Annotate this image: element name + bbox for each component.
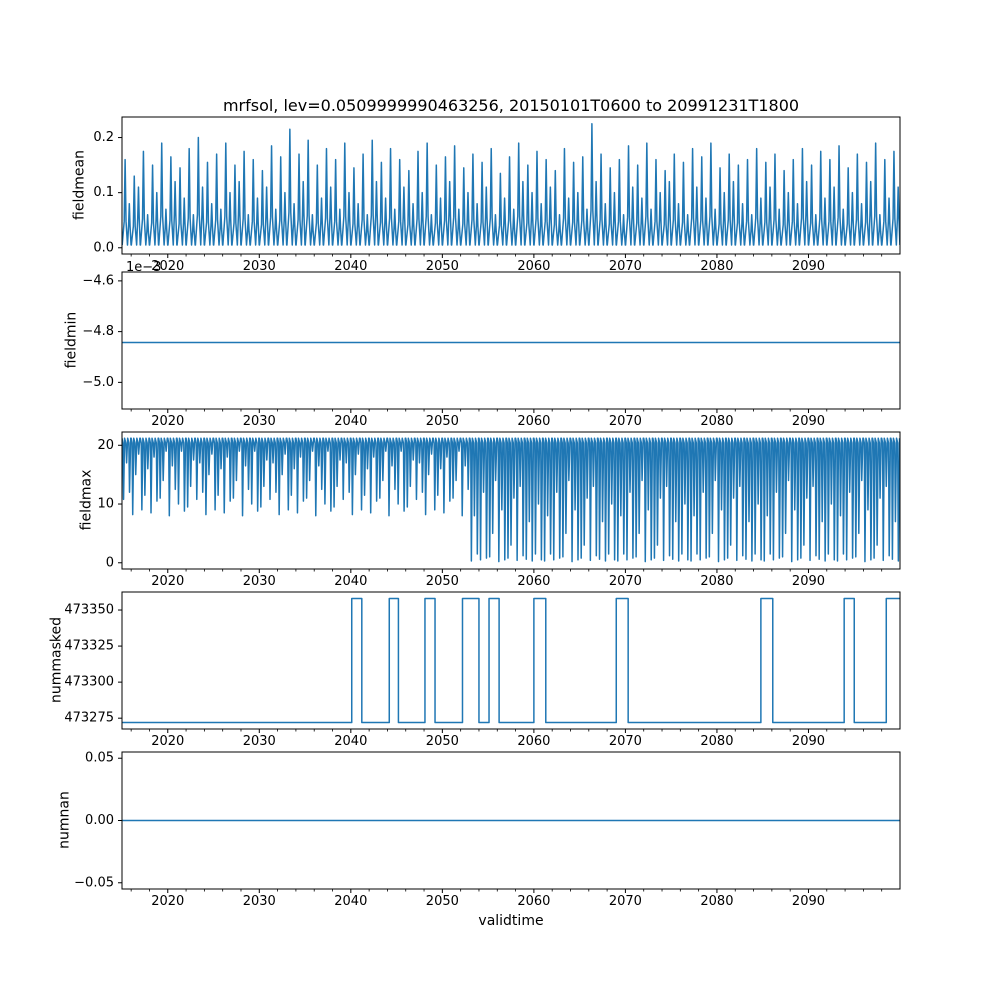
nummasked-y-tick-label: 473325 <box>64 638 114 654</box>
x-tick-label: 2030 <box>242 734 276 749</box>
x-tick-label: 2050 <box>425 734 459 749</box>
x-tick-label: 2040 <box>334 894 368 909</box>
fieldmax-series <box>122 438 900 561</box>
y-offset-label: 1e−3 <box>126 260 162 275</box>
x-tick-label: 2040 <box>334 734 368 749</box>
x-tick-label: 2020 <box>151 259 185 274</box>
chart-title: mrfsol, lev=0.0509999990463256, 20150101T0600 to 20991231T1800 <box>222 96 800 115</box>
numnan-y-tick-label: −0.05 <box>74 875 114 891</box>
fieldmean-y-tick-label: 0.0 <box>93 240 114 256</box>
nummasked-panel-border <box>122 592 900 729</box>
fieldmax-ylabel: fieldmax <box>78 469 95 530</box>
fieldmin-y-tick-label: −4.8 <box>82 324 114 340</box>
x-axis-label: validtime <box>478 913 544 929</box>
x-tick-label: 2070 <box>608 894 642 909</box>
x-tick-label: 2060 <box>517 734 551 749</box>
fieldmin-ylabel: fieldmin <box>63 311 80 368</box>
fieldmin-panel-border <box>122 272 900 409</box>
x-tick-label: 2020 <box>151 894 185 909</box>
x-tick-label: 2070 <box>608 574 642 589</box>
x-tick-label: 2090 <box>791 894 826 909</box>
x-tick-label: 2020 <box>151 574 185 589</box>
fieldmean-ylabel: fieldmean <box>71 149 88 220</box>
x-tick-label: 2090 <box>791 414 826 429</box>
x-tick-label: 2090 <box>791 259 826 274</box>
fieldmax-y-tick-label: 0 <box>105 555 114 571</box>
x-tick-label: 2080 <box>700 414 734 429</box>
x-tick-label: 2080 <box>700 574 734 589</box>
x-tick-label: 2080 <box>700 894 734 909</box>
x-tick-label: 2060 <box>517 414 551 429</box>
numnan-y-tick-label: 0.05 <box>85 750 114 766</box>
nummasked-y-tick-label: 473300 <box>64 674 114 690</box>
fieldmin-y-tick-label: −5.0 <box>82 374 114 390</box>
x-tick-label: 2030 <box>242 574 276 589</box>
x-tick-label: 2080 <box>700 734 734 749</box>
fieldmax-y-tick-label: 10 <box>97 496 114 512</box>
fieldmin-y-tick-label: −4.6 <box>82 273 114 289</box>
x-tick-label: 2090 <box>791 574 826 589</box>
nummasked-y-tick-label: 473275 <box>64 710 114 726</box>
x-tick-label: 2060 <box>517 259 551 274</box>
x-tick-label: 2080 <box>700 259 734 274</box>
x-tick-label: 2020 <box>151 414 185 429</box>
x-tick-label: 2050 <box>425 414 459 429</box>
x-tick-label: 2070 <box>608 734 642 749</box>
x-tick-label: 2070 <box>608 259 642 274</box>
fieldmean-series <box>122 124 900 245</box>
x-tick-label: 2090 <box>791 734 826 749</box>
x-tick-label: 2040 <box>334 574 368 589</box>
nummasked-y-tick-label: 473350 <box>64 602 114 618</box>
fieldmax-y-tick-label: 20 <box>97 437 114 453</box>
x-tick-label: 2070 <box>608 414 642 429</box>
x-tick-label: 2060 <box>517 574 551 589</box>
nummasked-series <box>122 598 900 722</box>
x-tick-label: 2030 <box>242 259 276 274</box>
x-tick-label: 2040 <box>334 414 368 429</box>
x-tick-label: 2030 <box>242 414 276 429</box>
x-tick-label: 2040 <box>334 259 368 274</box>
fieldmean-y-tick-label: 0.2 <box>93 130 114 146</box>
numnan-ylabel: numnan <box>56 790 72 849</box>
x-tick-label: 2060 <box>517 894 551 909</box>
nummasked-ylabel: nummasked <box>48 616 65 703</box>
fieldmean-y-tick-label: 0.1 <box>93 185 114 201</box>
x-tick-label: 2050 <box>425 574 459 589</box>
x-tick-label: 2050 <box>425 894 459 909</box>
x-tick-label: 2050 <box>425 259 459 274</box>
x-tick-label: 2030 <box>242 894 276 909</box>
numnan-y-tick-label: 0.00 <box>85 813 114 828</box>
x-tick-label: 2020 <box>151 734 185 749</box>
